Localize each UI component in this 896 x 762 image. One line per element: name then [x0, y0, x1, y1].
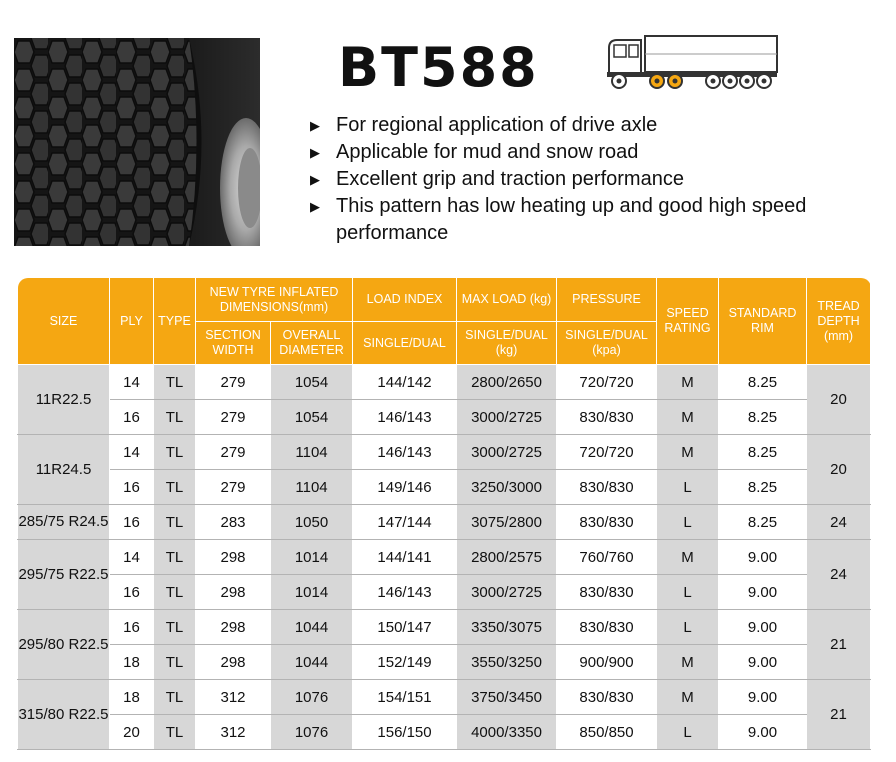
load-index-cell: 146/143 — [353, 575, 457, 610]
max-load-cell: 3250/3000 — [457, 470, 557, 505]
header-speed-rating: SPEED RATING — [657, 278, 719, 365]
load-index-cell: 144/141 — [353, 540, 457, 575]
header-load-index-sub: SINGLE/DUAL — [353, 322, 457, 365]
standard-rim-cell: 8.25 — [719, 505, 807, 540]
overall-diameter-cell: 1044 — [271, 645, 353, 680]
tread-depth-cell: 21 — [807, 610, 871, 680]
size-cell: 11R24.5 — [18, 435, 110, 505]
pressure-cell: 760/760 — [557, 540, 657, 575]
overall-diameter-cell: 1050 — [271, 505, 353, 540]
load-index-cell: 150/147 — [353, 610, 457, 645]
max-load-cell: 3000/2725 — [457, 400, 557, 435]
table-row — [18, 575, 871, 610]
feature-item: ▶ For regional application of drive axle — [310, 112, 880, 139]
speed-rating-cell: M — [657, 435, 719, 470]
header-section-width: SECTION WIDTH — [196, 322, 271, 365]
section-width-cell: 312 — [196, 680, 271, 715]
ply-cell: 14 — [110, 435, 154, 470]
section-width-cell: 279 — [196, 365, 271, 400]
max-load-cell: 4000/3350 — [457, 715, 557, 750]
type-cell: TL — [154, 365, 196, 400]
standard-rim-cell: 9.00 — [719, 575, 807, 610]
header-max-load-sub: SINGLE/DUAL (kg) — [457, 322, 557, 365]
header-size: SIZE — [18, 278, 110, 365]
section-width-cell: 283 — [196, 505, 271, 540]
spec-table — [17, 277, 871, 750]
standard-rim-cell: 9.00 — [719, 540, 807, 575]
standard-rim-cell: 9.00 — [719, 610, 807, 645]
table-row — [18, 365, 871, 400]
speed-rating-cell: M — [657, 645, 719, 680]
section-width-cell: 298 — [196, 575, 271, 610]
standard-rim-cell: 8.25 — [719, 470, 807, 505]
overall-diameter-cell: 1054 — [271, 365, 353, 400]
table-row — [18, 540, 871, 575]
load-index-cell: 149/146 — [353, 470, 457, 505]
max-load-cell: 2800/2575 — [457, 540, 557, 575]
ply-cell: 16 — [110, 610, 154, 645]
type-cell: TL — [154, 400, 196, 435]
table-row — [18, 680, 871, 715]
type-cell: TL — [154, 645, 196, 680]
model-title: BT588 — [338, 36, 539, 99]
ply-cell: 16 — [110, 400, 154, 435]
type-cell: TL — [154, 540, 196, 575]
triangle-bullet-icon: ▶ — [310, 145, 320, 160]
pressure-cell: 720/720 — [557, 365, 657, 400]
speed-rating-cell: L — [657, 505, 719, 540]
overall-diameter-cell: 1104 — [271, 435, 353, 470]
max-load-cell: 3000/2725 — [457, 575, 557, 610]
section-width-cell: 298 — [196, 610, 271, 645]
load-index-cell: 147/144 — [353, 505, 457, 540]
header-max-load: MAX LOAD (kg) — [457, 278, 557, 322]
tread-depth-cell: 20 — [807, 435, 871, 505]
type-cell: TL — [154, 715, 196, 750]
load-index-cell: 146/143 — [353, 435, 457, 470]
load-index-cell: 154/151 — [353, 680, 457, 715]
table-row — [18, 470, 871, 505]
header-pressure: PRESSURE — [557, 278, 657, 322]
section-width-cell: 279 — [196, 400, 271, 435]
ply-cell: 14 — [110, 540, 154, 575]
speed-rating-cell: M — [657, 540, 719, 575]
feature-list — [310, 112, 880, 247]
triangle-bullet-icon: ▶ — [310, 172, 320, 187]
pressure-cell: 830/830 — [557, 400, 657, 435]
triangle-bullet-icon: ▶ — [310, 199, 320, 214]
pressure-cell: 830/830 — [557, 470, 657, 505]
load-index-cell: 156/150 — [353, 715, 457, 750]
type-cell: TL — [154, 575, 196, 610]
section-width-cell: 298 — [196, 645, 271, 680]
size-cell: 295/80 R22.5 — [18, 610, 110, 680]
tread-depth-cell: 24 — [807, 540, 871, 610]
feature-item: ▶ This pattern has low heating up and good high speed performance — [310, 195, 807, 244]
pressure-cell: 900/900 — [557, 645, 657, 680]
speed-rating-cell: L — [657, 610, 719, 645]
header-overall-diameter: OVERALL DIAMETER — [271, 322, 353, 365]
max-load-cell: 3350/3075 — [457, 610, 557, 645]
header-dimensions: NEW TYRE INFLATED DIMENSIONS(mm) — [196, 278, 353, 322]
size-cell: 315/80 R22.5 — [18, 680, 110, 750]
type-cell: TL — [154, 470, 196, 505]
standard-rim-cell: 9.00 — [719, 715, 807, 750]
speed-rating-cell: L — [657, 470, 719, 505]
table-row — [18, 505, 871, 540]
overall-diameter-cell: 1014 — [271, 540, 353, 575]
pressure-cell: 830/830 — [557, 610, 657, 645]
ply-cell: 20 — [110, 715, 154, 750]
ply-cell: 18 — [110, 680, 154, 715]
ply-cell: 16 — [110, 575, 154, 610]
standard-rim-cell: 9.00 — [719, 680, 807, 715]
pressure-cell: 850/850 — [557, 715, 657, 750]
type-cell: TL — [154, 680, 196, 715]
overall-diameter-cell: 1054 — [271, 400, 353, 435]
size-cell: 11R22.5 — [18, 365, 110, 435]
section-width-cell: 298 — [196, 540, 271, 575]
ply-cell: 14 — [110, 365, 154, 400]
overall-diameter-cell: 1044 — [271, 610, 353, 645]
table-row — [18, 645, 871, 680]
tire-product-image — [14, 38, 260, 246]
max-load-cell: 3550/3250 — [457, 645, 557, 680]
table-row — [18, 715, 871, 750]
table-row — [18, 435, 871, 470]
pressure-cell: 830/830 — [557, 575, 657, 610]
speed-rating-cell: M — [657, 680, 719, 715]
type-cell: TL — [154, 435, 196, 470]
ply-cell: 18 — [110, 645, 154, 680]
tread-depth-cell: 24 — [807, 505, 871, 540]
table-row — [18, 400, 871, 435]
load-index-cell: 146/143 — [353, 400, 457, 435]
ply-cell: 16 — [110, 470, 154, 505]
pressure-cell: 830/830 — [557, 680, 657, 715]
header-standard-rim: STANDARD RIM — [719, 278, 807, 365]
standard-rim-cell: 9.00 — [719, 645, 807, 680]
pressure-cell: 830/830 — [557, 505, 657, 540]
triangle-bullet-icon: ▶ — [310, 118, 320, 133]
section-width-cell: 279 — [196, 435, 271, 470]
overall-diameter-cell: 1076 — [271, 715, 353, 750]
tread-depth-cell: 20 — [807, 365, 871, 435]
spec-table-body — [18, 365, 871, 750]
speed-rating-cell: M — [657, 400, 719, 435]
tread-depth-cell: 21 — [807, 680, 871, 750]
overall-diameter-cell: 1076 — [271, 680, 353, 715]
type-cell: TL — [154, 505, 196, 540]
speed-rating-cell: M — [657, 365, 719, 400]
pressure-cell: 720/720 — [557, 435, 657, 470]
max-load-cell: 3750/3450 — [457, 680, 557, 715]
section-width-cell: 312 — [196, 715, 271, 750]
overall-diameter-cell: 1104 — [271, 470, 353, 505]
feature-item: ▶ Applicable for mud and snow road — [310, 139, 880, 166]
standard-rim-cell: 8.25 — [719, 400, 807, 435]
overall-diameter-cell: 1014 — [271, 575, 353, 610]
load-index-cell: 152/149 — [353, 645, 457, 680]
max-load-cell: 3075/2800 — [457, 505, 557, 540]
ply-cell: 16 — [110, 505, 154, 540]
size-cell: 295/75 R22.5 — [18, 540, 110, 610]
feature-item: ▶ Excellent grip and traction performance — [310, 166, 880, 193]
speed-rating-cell: L — [657, 575, 719, 610]
size-cell: 285/75 R24.5 — [18, 505, 110, 540]
standard-rim-cell: 8.25 — [719, 435, 807, 470]
max-load-cell: 3000/2725 — [457, 435, 557, 470]
header-ply: PLY — [110, 278, 154, 365]
header-pressure-sub: SINGLE/DUAL (kpa) — [557, 322, 657, 365]
type-cell: TL — [154, 610, 196, 645]
header-type: TYPE — [154, 278, 196, 365]
header-load-index: LOAD INDEX — [353, 278, 457, 322]
max-load-cell: 2800/2650 — [457, 365, 557, 400]
truck-axle-icon — [605, 34, 780, 92]
table-row — [18, 610, 871, 645]
load-index-cell: 144/142 — [353, 365, 457, 400]
header-tread-depth: TREAD DEPTH (mm) — [807, 278, 871, 365]
speed-rating-cell: L — [657, 715, 719, 750]
standard-rim-cell: 8.25 — [719, 365, 807, 400]
section-width-cell: 279 — [196, 470, 271, 505]
